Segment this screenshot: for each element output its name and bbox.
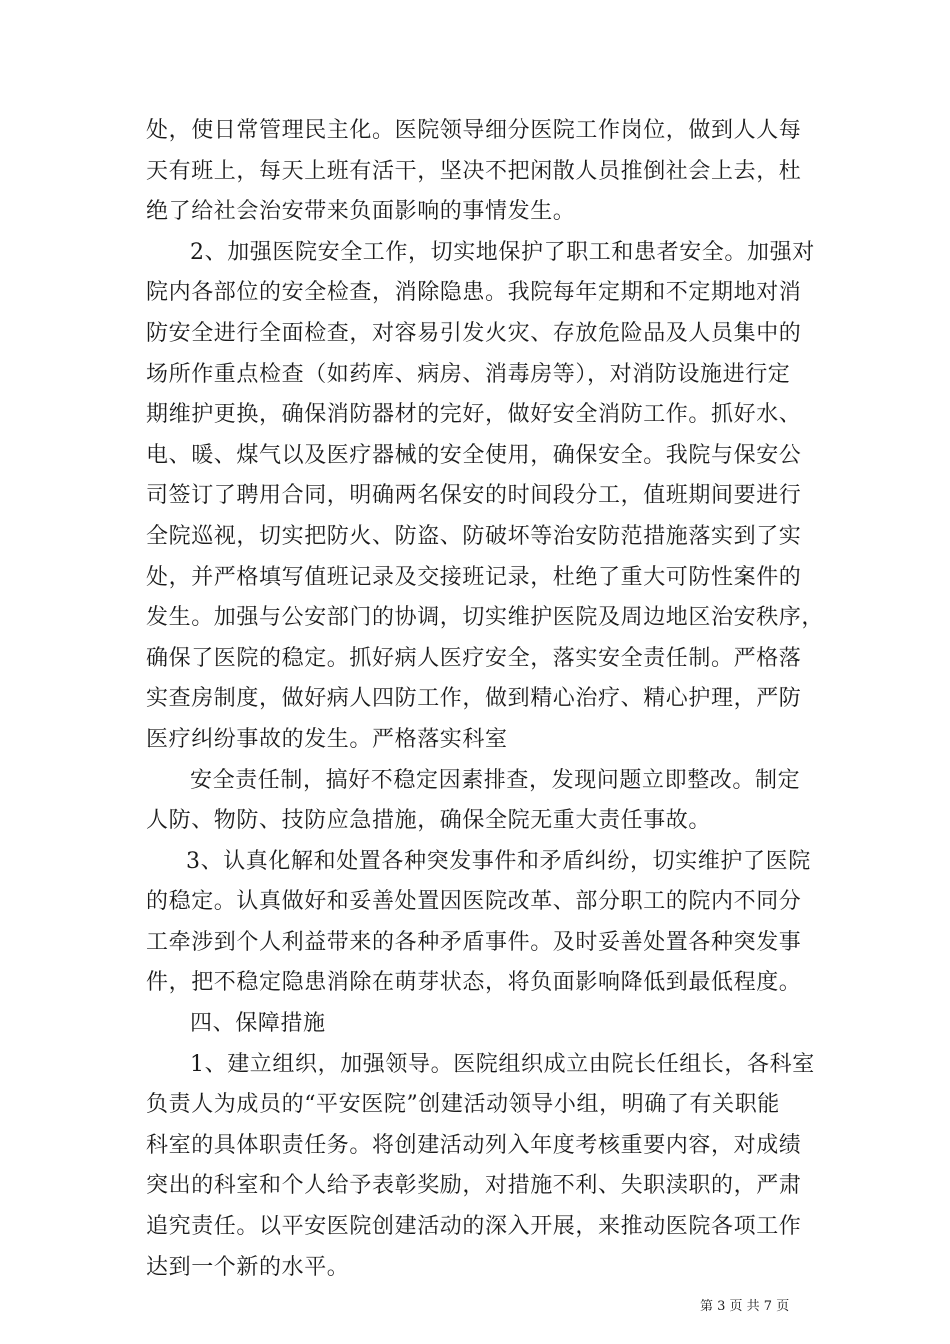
text-line: 天有班上，每天上班有活干，坚决不把闲散人员推倒社会上去，杜 <box>146 158 802 184</box>
page-number-footer: 第 3 页 共 7 页 <box>700 1299 790 1314</box>
text-line: 司签订了聘用合同，明确两名保安的时间段分工，值班期间要进行 <box>146 483 802 509</box>
paragraph-start-line: 安全责任制，搞好不稳定因素排查，发现问题立即整改。制定 <box>190 767 801 793</box>
text-line: 负责人为成员的“平安医院”创建活动领导小组，明确了有关职能 <box>146 1092 780 1118</box>
text-line: 防安全进行全面检查，对容易引发火灾、存放危险品及人员集中的 <box>146 320 802 346</box>
text-line: 达到一个新的水平。 <box>146 1254 350 1280</box>
text-line: 人防、物防、技防应急措施，确保全院无重大责任事故。 <box>146 808 712 834</box>
text-line: 科室的具体职责任务。将创建活动列入年度考核重要内容，对成绩 <box>146 1132 802 1158</box>
paragraph-start-line: 2、加强医院安全工作，切实地保护了职工和患者安全。加强对 <box>190 239 815 265</box>
text-line: 处，并严格填写值班记录及交接班记录，杜绝了重大可防性案件的 <box>146 564 802 590</box>
text-line: 突出的科室和个人给予表彰奖励，对措施不利、失职渎职的，严肃 <box>146 1173 802 1199</box>
text-line: 期维护更换，确保消防器材的完好，做好安全消防工作。抓好水、 <box>146 402 802 428</box>
paragraph-start-line: 1、建立组织，加强领导。医院组织成立由院长任组长，各科室 <box>190 1051 815 1077</box>
text-line: 电、暖、煤气以及医疗器械的安全使用，确保安全。我院与保安公 <box>146 442 802 468</box>
text-line: 处，使日常管理民主化。医院领导细分医院工作岗位，做到人人每 <box>146 118 802 143</box>
text-line: 绝了给社会治安带来负面影响的事情发生。 <box>146 199 576 225</box>
text-line: 件，把不稳定隐患消除在萌芽状态，将负面影响降低到最低程度。 <box>146 970 802 996</box>
body-text <box>146 111 825 1288</box>
text-line: 的稳定。认真做好和妥善处置因医院改革、部分职工的院内不同分 <box>146 889 802 915</box>
text-line: 发生。加强与公安部门的协调，切实维护医院及周边地区治安秩序， <box>146 605 825 631</box>
text-line: 确保了医院的稳定。抓好病人医疗安全，落实安全责任制。严格落 <box>146 645 802 671</box>
text-line: 场所作重点检查（如药库、病房、消毒房等），对消防设施进行定 <box>146 361 791 387</box>
text-line: 医疗纠纷事故的发生。严格落实科室 <box>146 726 508 752</box>
text-line: 院内各部位的安全检查，消除隐患。我院每年定期和不定期地对消 <box>146 280 802 306</box>
text-line: 工牵涉到个人利益带来的各种矛盾事件。及时妥善处置各种突发事 <box>146 929 802 955</box>
text-line: 全院巡视，切实把防火、防盗、防破坏等治安防范措施落实到了实 <box>146 523 802 549</box>
paragraph-start-line: 3、认真化解和处置各种突发事件和矛盾纠纷，切实维护了医院 <box>186 848 811 874</box>
text-line: 追究责任。以平安医院创建活动的深入开展，来推动医院各项工作 <box>146 1214 802 1240</box>
section-heading: 四、保障措施 <box>190 1011 326 1037</box>
text-line: 实查房制度，做好病人四防工作，做到精心治疗、精心护理，严防 <box>146 686 802 712</box>
